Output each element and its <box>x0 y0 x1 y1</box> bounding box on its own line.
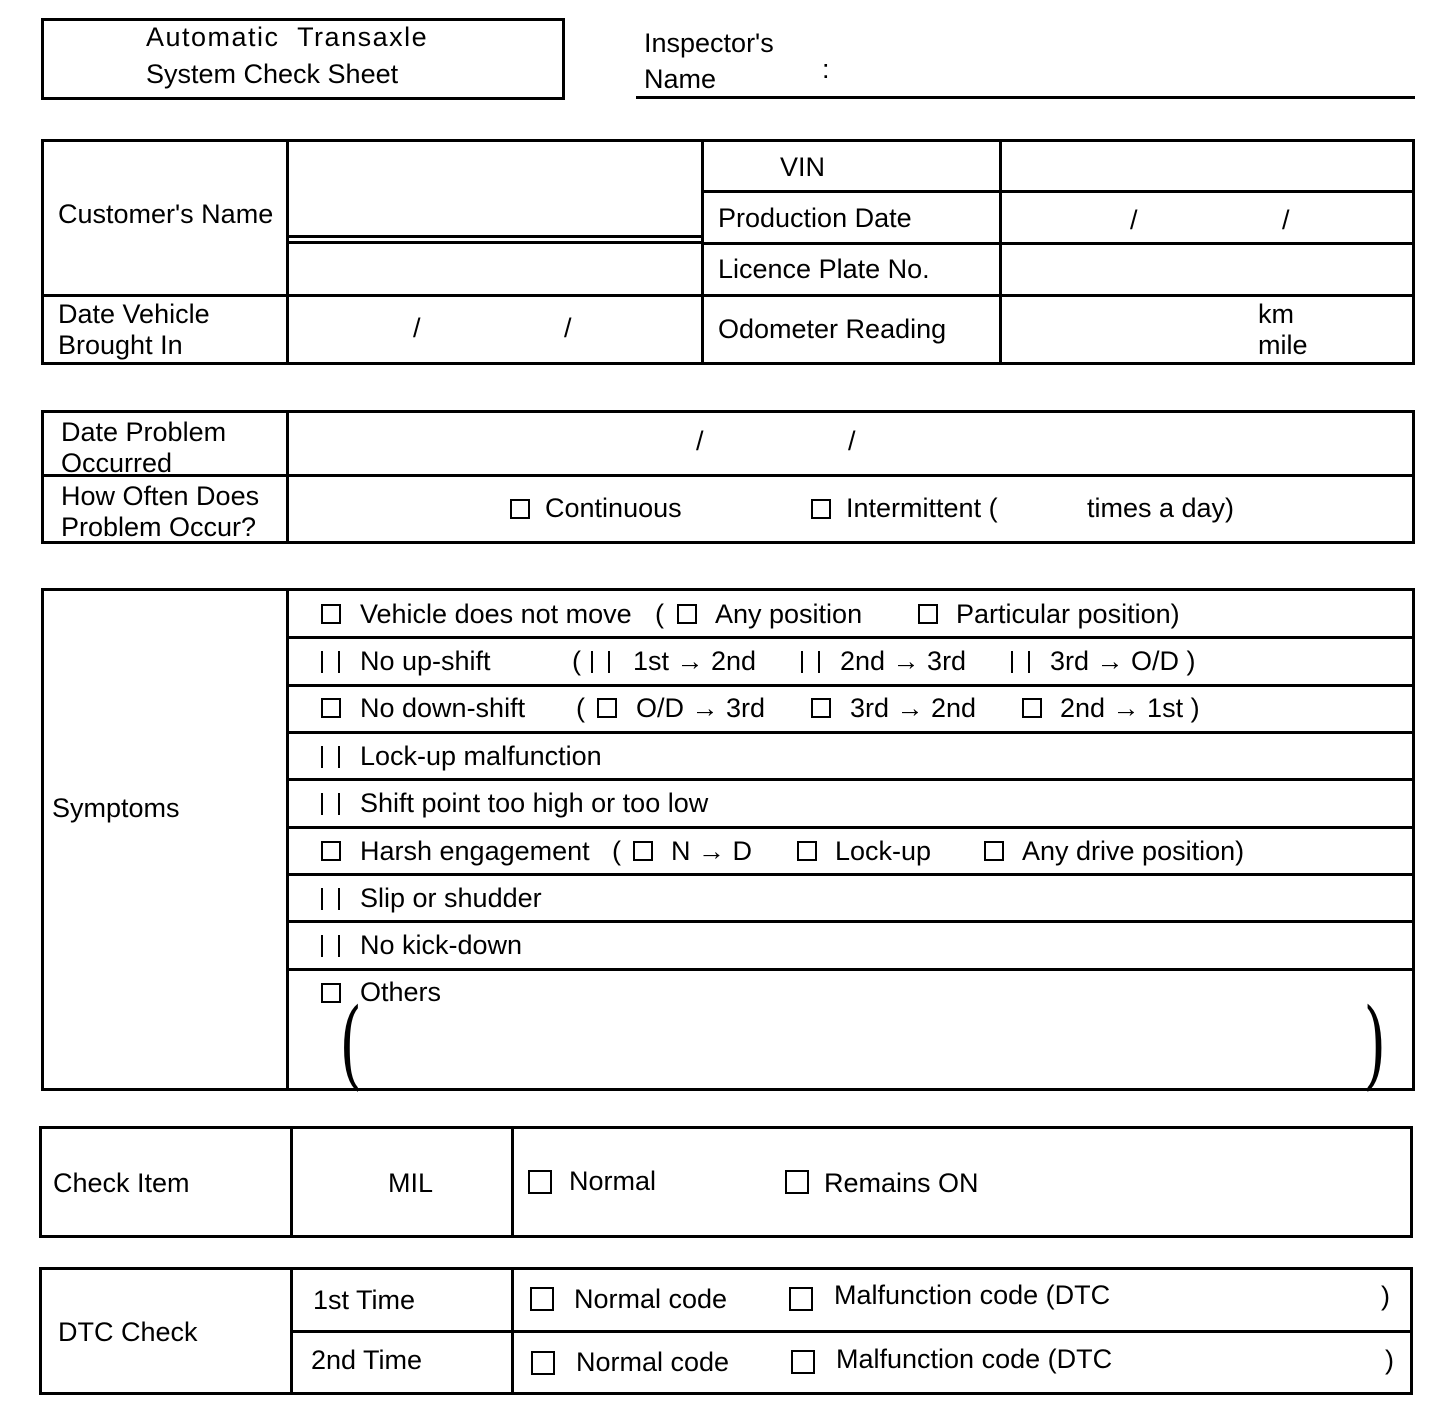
no-upshift-label: No up-shift <box>360 646 491 676</box>
harsh-engagement-label: Harsh engagement <box>360 836 590 866</box>
upshift-2nd-3rd-checkbox[interactable] <box>800 651 820 673</box>
dtc-first-malfunction-checkbox[interactable] <box>789 1287 813 1311</box>
harsh-lockup-label: Lock-up <box>835 836 932 866</box>
odometer-unit-km: km <box>1258 299 1294 329</box>
production-date-label: Production Date <box>718 203 912 233</box>
slip-shudder-label: Slip or shudder <box>360 883 542 913</box>
continuous-label: Continuous <box>545 493 682 523</box>
inspector-colon: : <box>822 54 830 84</box>
particular-position-label: Particular position) <box>956 599 1180 629</box>
how-often-label-line1: How Often Does <box>61 481 260 511</box>
divider <box>286 920 1415 923</box>
others-checkbox[interactable] <box>321 983 341 1003</box>
check-item-table <box>39 1126 1413 1238</box>
shift-point-checkbox[interactable] <box>320 793 340 815</box>
divider <box>286 636 1415 639</box>
harsh-any-drive-label: Any drive position) <box>1022 836 1245 866</box>
any-position-checkbox[interactable] <box>677 604 697 624</box>
odometer-unit-mile: mile <box>1258 330 1308 360</box>
divider <box>286 588 289 1091</box>
licence-plate-field[interactable] <box>1005 248 1409 292</box>
odometer-field[interactable] <box>1005 300 1245 360</box>
divider <box>41 474 1415 477</box>
dtc-second-malfunction-label: Malfunction code (DTC <box>836 1344 1113 1374</box>
divider <box>286 235 704 238</box>
downshift-3rd-2nd-label: 3rd → 2nd <box>850 693 977 723</box>
mil-remains-on-label: Remains ON <box>824 1168 979 1198</box>
times-a-day-label: times a day) <box>1087 493 1235 523</box>
divider <box>511 1126 514 1238</box>
customer-name-label: Customer's Name <box>58 199 274 229</box>
divider <box>286 684 1415 687</box>
title-line1: Automatic Transaxle <box>146 22 429 52</box>
lockup-malfunction-label: Lock-up malfunction <box>360 741 602 771</box>
production-date-separator-1: / <box>1130 205 1138 235</box>
vin-field[interactable] <box>1005 144 1409 188</box>
dtc-first-close-paren: ) <box>1381 1281 1390 1311</box>
date-occurred-separator-2: / <box>848 426 856 456</box>
production-date-field[interactable] <box>1005 196 1409 240</box>
downshift-od-3rd-checkbox[interactable] <box>597 698 617 718</box>
harsh-engagement-checkbox[interactable] <box>321 841 341 861</box>
mil-normal-checkbox[interactable] <box>528 1170 552 1194</box>
continuous-checkbox[interactable] <box>510 499 530 519</box>
symptoms-label: Symptoms <box>52 793 180 823</box>
no-upshift-checkbox[interactable] <box>320 651 340 673</box>
mil-remains-on-checkbox[interactable] <box>785 1170 809 1194</box>
slip-shudder-checkbox[interactable] <box>320 888 340 910</box>
date-occurred-label-line2: Occurred <box>61 448 173 478</box>
no-move-label: Vehicle does not move <box>360 599 632 629</box>
upshift-1st-2nd-label: 1st → 2nd <box>633 646 757 676</box>
divider <box>286 731 1415 734</box>
divider <box>286 873 1415 876</box>
dtc-first-normal-label: Normal code <box>574 1284 728 1314</box>
downshift-2nd-1st-checkbox[interactable] <box>1022 698 1042 718</box>
divider <box>286 778 1415 781</box>
others-close-bracket: ) <box>1363 988 1386 1100</box>
no-upshift-open-paren: ( <box>572 646 581 676</box>
how-often-label-line2: Problem Occur? <box>61 512 257 542</box>
date-brought-separator-2: / <box>564 313 572 343</box>
inspector-label-line2: Name <box>644 64 717 94</box>
divider <box>290 1330 1413 1333</box>
date-brought-field[interactable] <box>292 300 698 360</box>
intermittent-checkbox[interactable] <box>811 499 831 519</box>
no-move-open-paren: ( <box>655 599 664 629</box>
upshift-3rd-od-checkbox[interactable] <box>1010 651 1030 673</box>
date-brought-label-line2: Brought In <box>58 330 183 360</box>
upshift-1st-2nd-checkbox[interactable] <box>590 651 610 673</box>
licence-plate-label: Licence Plate No. <box>718 254 930 284</box>
no-move-checkbox[interactable] <box>321 604 341 624</box>
upshift-3rd-od-label: 3rd → O/D ) <box>1050 646 1196 676</box>
divider <box>290 1126 293 1238</box>
harsh-lockup-checkbox[interactable] <box>797 841 817 861</box>
harsh-n-d-checkbox[interactable] <box>633 841 653 861</box>
inspector-name-field[interactable] <box>636 96 1415 99</box>
any-position-label: Any position <box>715 599 863 629</box>
no-kickdown-label: No kick-down <box>360 930 523 960</box>
intermittent-label: Intermittent ( <box>846 493 998 523</box>
no-downshift-label: No down-shift <box>360 693 526 723</box>
particular-position-checkbox[interactable] <box>918 604 938 624</box>
mil-normal-label: Normal <box>569 1166 657 1196</box>
production-date-separator-2: / <box>1282 205 1290 235</box>
downshift-od-3rd-label: O/D → 3rd <box>636 693 766 723</box>
divider <box>286 826 1415 829</box>
divider <box>701 139 704 365</box>
date-brought-separator-1: / <box>413 313 421 343</box>
others-label: Others <box>360 977 442 1007</box>
dtc-first-normal-checkbox[interactable] <box>530 1287 554 1311</box>
divider <box>701 242 1415 245</box>
dtc-first-time-label: 1st Time <box>313 1285 416 1315</box>
date-brought-label-line1: Date Vehicle <box>58 299 210 329</box>
dtc-second-normal-checkbox[interactable] <box>531 1351 555 1375</box>
dtc-second-close-paren: ) <box>1385 1345 1394 1375</box>
no-downshift-checkbox[interactable] <box>321 698 341 718</box>
date-occurred-label-line1: Date Problem <box>61 417 227 447</box>
date-occurred-field[interactable] <box>292 415 1410 471</box>
date-occurred-separator-1: / <box>696 426 704 456</box>
continuous-option[interactable] <box>510 493 682 523</box>
customer-name-field[interactable] <box>292 145 698 233</box>
vin-label: VIN <box>780 152 826 182</box>
divider <box>286 139 289 365</box>
downshift-3rd-2nd-checkbox[interactable] <box>811 698 831 718</box>
times-a-day-field[interactable] <box>1012 490 1082 526</box>
dtc-second-normal-label: Normal code <box>576 1347 730 1377</box>
dtc-first-malfunction-label: Malfunction code (DTC <box>834 1280 1111 1310</box>
dtc-second-code-field[interactable] <box>1128 1344 1380 1380</box>
check-item-label: Check Item <box>53 1168 190 1198</box>
others-open-bracket: ( <box>339 988 362 1100</box>
odometer-label: Odometer Reading <box>718 314 947 344</box>
no-kickdown-checkbox[interactable] <box>320 935 340 957</box>
dtc-second-malfunction-checkbox[interactable] <box>791 1350 815 1374</box>
shift-point-label: Shift point too high or too low <box>360 788 709 818</box>
upshift-2nd-3rd-label: 2nd → 3rd <box>840 646 967 676</box>
harsh-n-d-label: N → D <box>671 836 752 866</box>
harsh-open-paren: ( <box>612 836 621 866</box>
customer-name-field-2[interactable] <box>292 246 698 292</box>
lockup-malfunction-checkbox[interactable] <box>320 746 340 768</box>
downshift-2nd-1st-label: 2nd → 1st ) <box>1060 693 1200 723</box>
inspector-label-line1: Inspector's <box>644 28 774 58</box>
divider <box>999 139 1002 365</box>
no-downshift-open-paren: ( <box>576 693 585 723</box>
title-line2: System Check Sheet <box>146 59 399 89</box>
dtc-first-code-field[interactable] <box>1125 1280 1375 1316</box>
mil-label: MIL <box>388 1168 434 1198</box>
dtc-check-label: DTC Check <box>58 1317 198 1347</box>
divider <box>701 190 1415 193</box>
divider <box>286 968 1415 971</box>
divider <box>41 294 1415 297</box>
divider <box>286 241 704 244</box>
others-field[interactable] <box>372 1010 1352 1080</box>
dtc-second-time-label: 2nd Time <box>311 1345 423 1375</box>
divider <box>286 410 289 544</box>
harsh-any-drive-checkbox[interactable] <box>984 841 1004 861</box>
intermittent-option[interactable] <box>811 493 998 523</box>
